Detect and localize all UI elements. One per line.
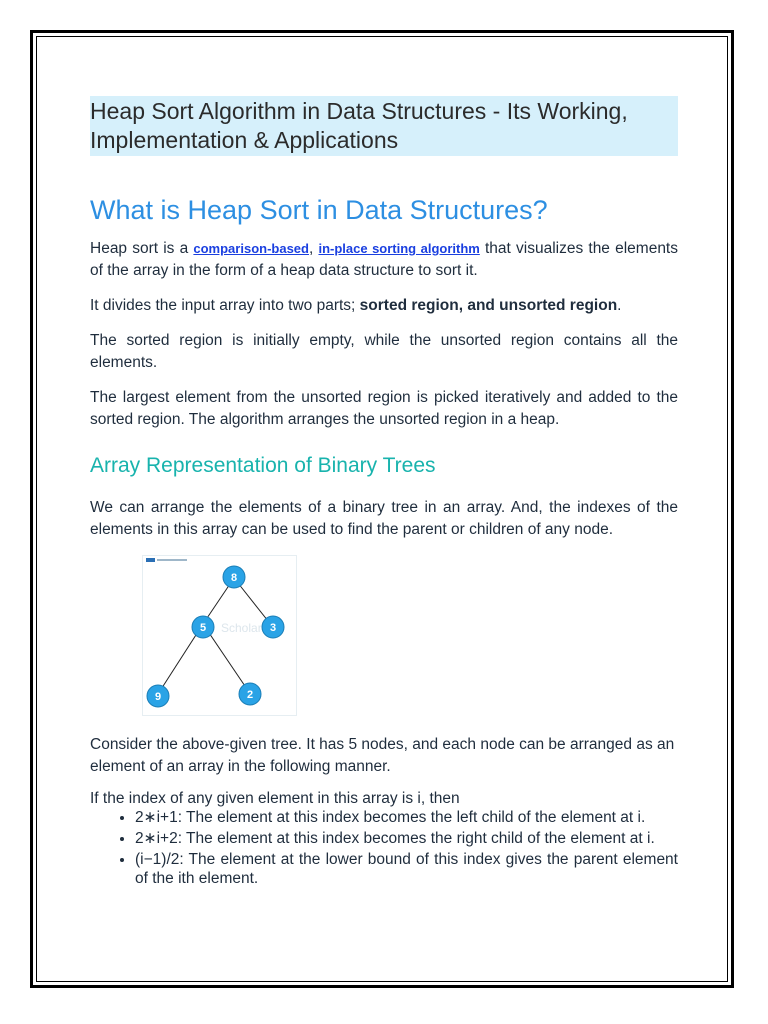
node-label: 2 [246,689,254,701]
logo-mark-icon [146,558,155,562]
paragraph-index-intro: If the index of any given element in this array is i, then [90,790,460,807]
heading-array-representation: Array Representation of Binary Trees [90,454,436,477]
binary-tree-diagram [143,556,296,715]
heading-what-is-heap-sort: What is Heap Sort in Data Structures? [90,195,548,225]
paragraph-arrange-elements: We can arrange the elements of a binary tree in an array. And, the indexes of the elements in this array can be used to find the parent or children of any node. [90,499,678,538]
para1-prefix: Heap sort is a [90,240,194,257]
tree-node [147,685,169,707]
banner-title: Heap Sort Algorithm in Data Structures - Its Working, Implementation & Applications [90,96,678,156]
list-item: • 2∗i+2: The element at this index becomes the right child of the element at i. [135,829,678,848]
paragraph-intro [90,238,678,282]
node-label: 9 [154,691,162,703]
para1-sep: , [308,240,319,257]
paragraph-largest-element: The largest element from the unsorted region is picked iteratively and added to the sorted region. The algorithm arranges the unsorted region in a heap. [90,389,678,428]
link-in-place-sorting-algorithm[interactable]: in-place sorting algorithm [318,241,480,256]
para2-prefix: It divides the input array into two parts; [90,297,360,314]
watermark-text: Scholar [221,621,262,635]
document-body [90,96,678,890]
tree-node [239,683,261,705]
node-label: 3 [269,622,277,634]
index-rules-list [90,808,678,888]
tree-node [223,566,245,588]
list-item: • 2∗i+1: The element at this index becomes the left child of the element at i. [135,808,678,827]
tree-node [262,616,284,638]
node-label: 5 [199,622,207,634]
para2-suffix: . [617,297,622,314]
binary-tree-figure [142,555,297,716]
link-comparison-based[interactable]: comparison-based [193,241,309,256]
paragraph-sorted-region: The sorted region is initially empty, while the unsorted region contains all the elements. [90,332,678,371]
para2-bold: sorted region, and unsorted region [359,297,618,314]
list-item: • (i−1)/2: The element at the lower bound of this index gives the parent element of the ith element. [135,850,678,888]
para1-suffix: that visualizes the elements of the array in the form of a heap data structure to sort it. [90,240,678,279]
logo-text-mark [157,559,187,561]
paragraph-consider-tree: Consider the above-given tree. It has 5 nodes, and each node can be arranged as an element of an array in the following manner. [90,736,675,775]
node-label: 8 [230,572,238,584]
tree-node [192,616,214,638]
paragraph-divides [90,295,678,317]
